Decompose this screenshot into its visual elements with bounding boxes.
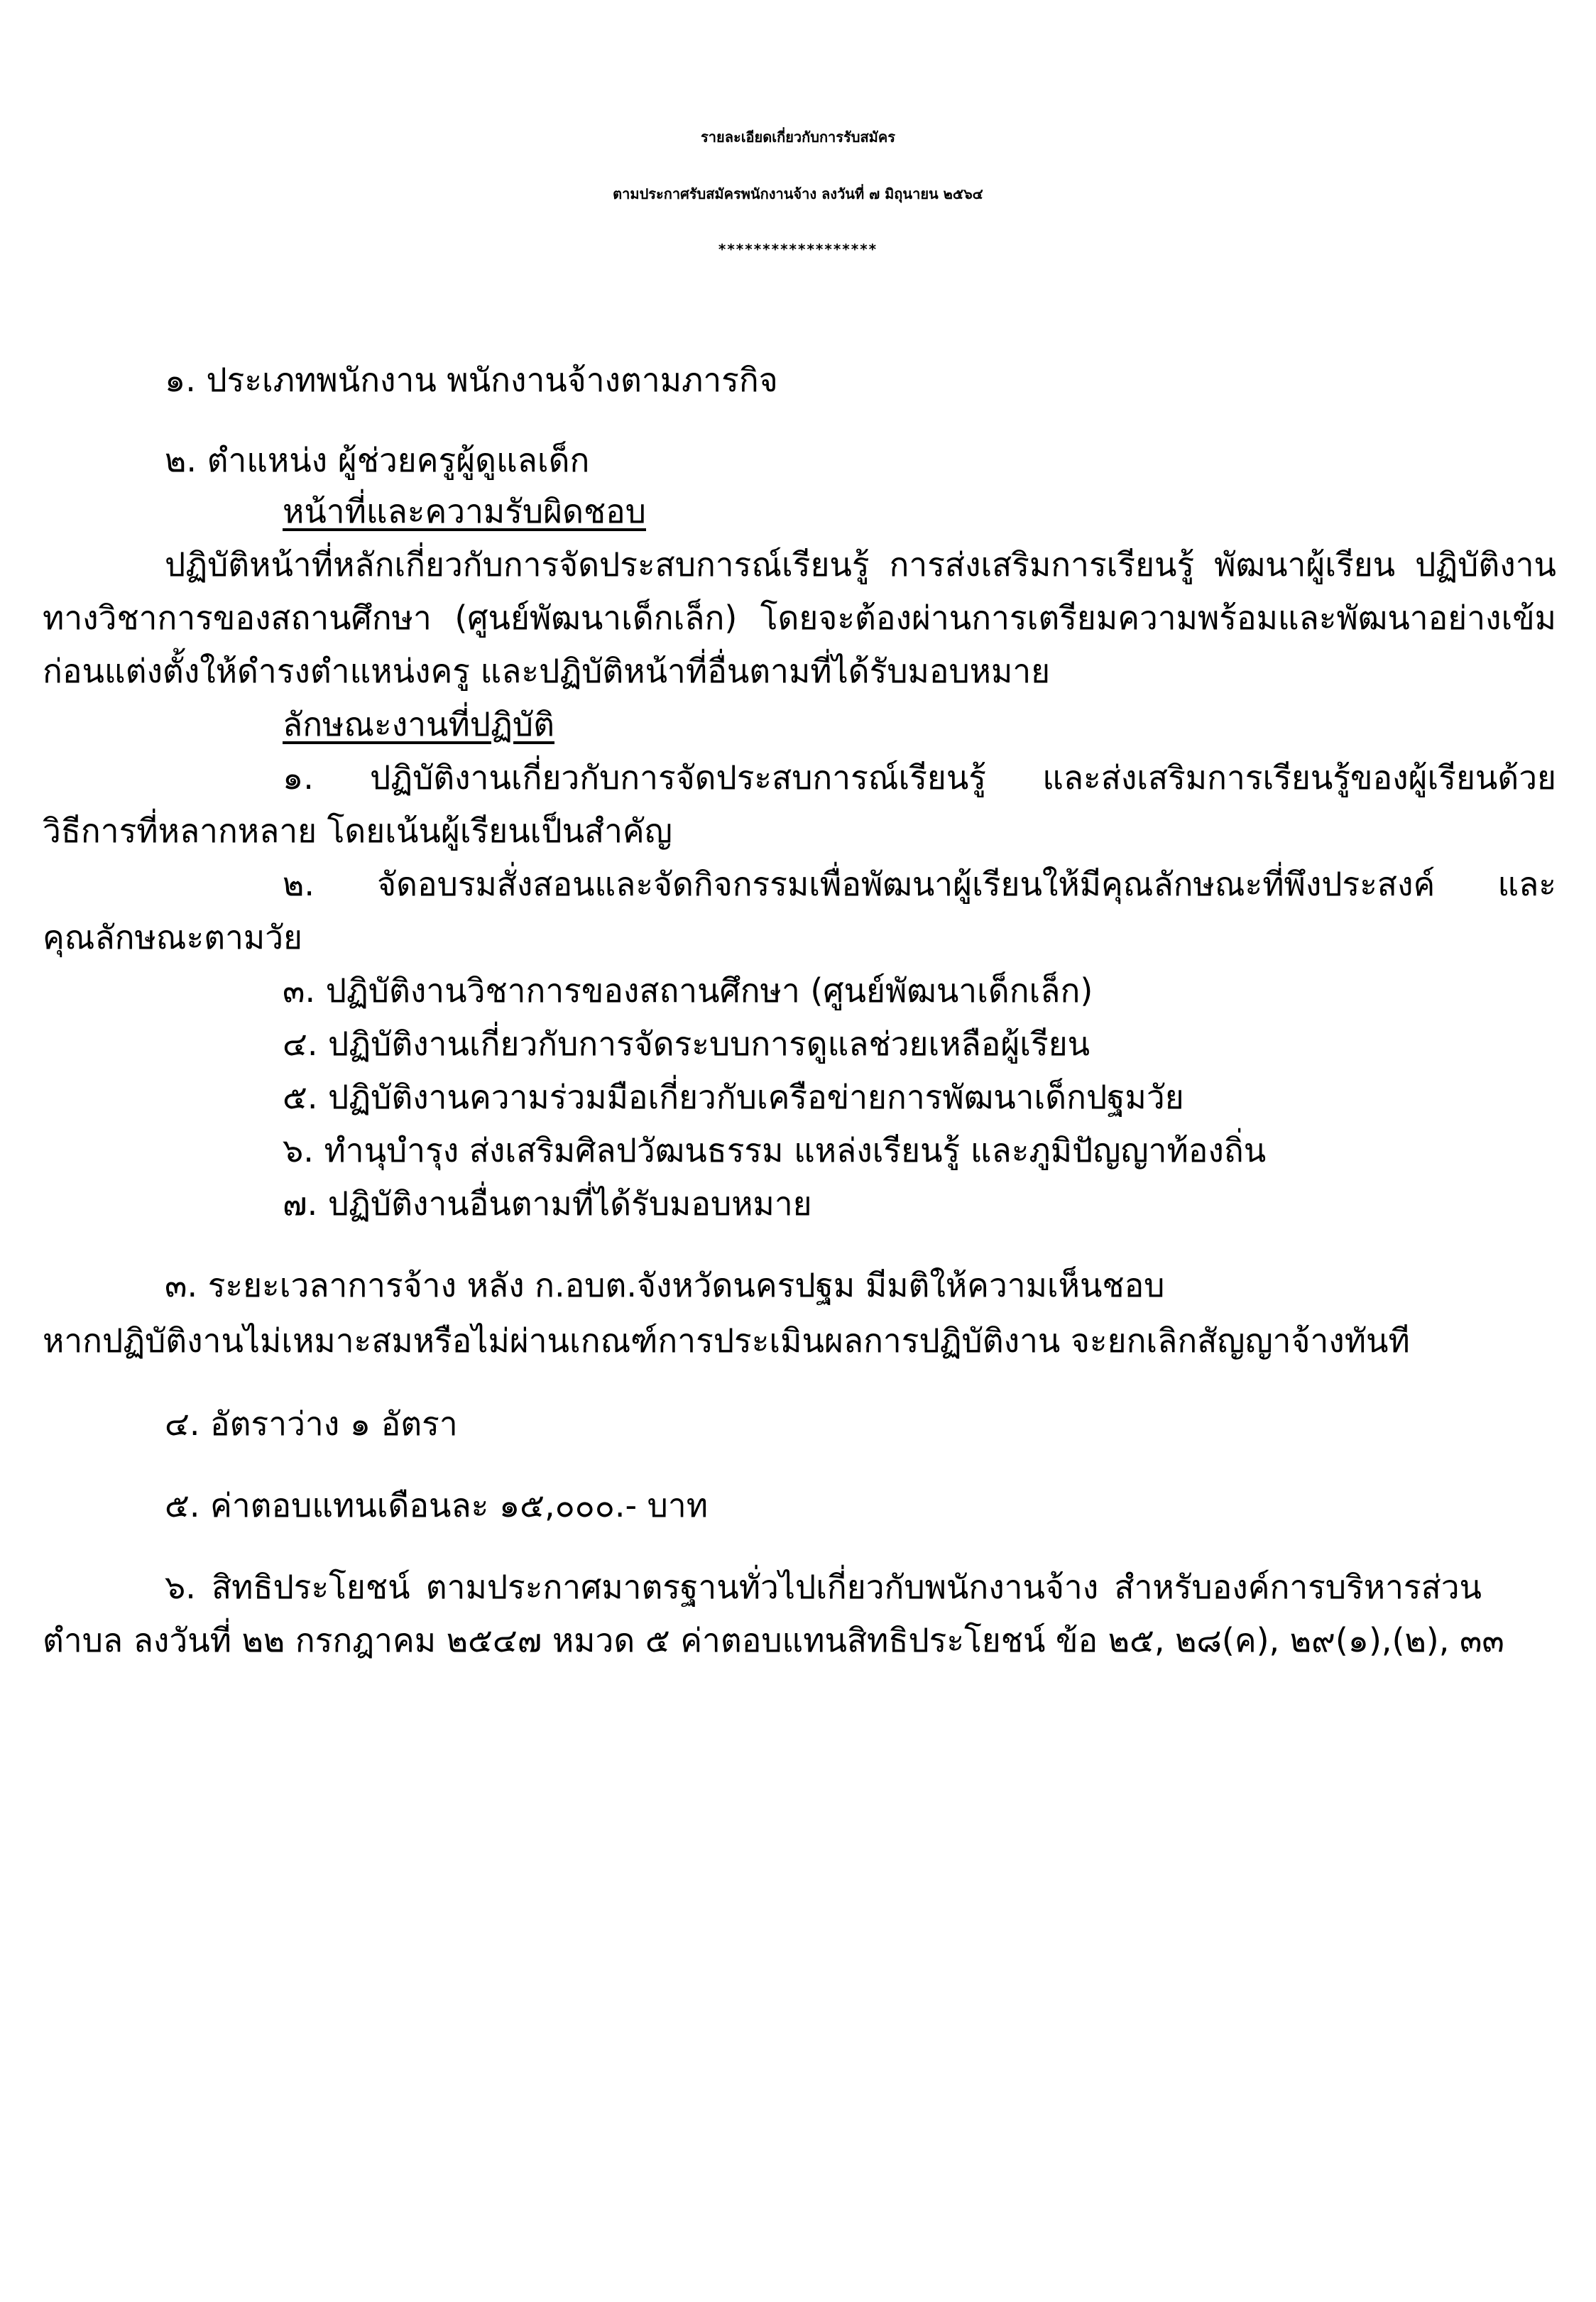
section-2-position: ๒. ตำแหน่ง ผู้ช่วยครูผู้ดูแลเด็ก (165, 441, 590, 479)
duties-heading: หน้าที่และความรับผิดชอบ (283, 492, 646, 530)
document-title: รายละเอียดเกี่ยวกับการรับสมัคร (701, 129, 895, 146)
work-item-1-line-2: วิธีการที่หลากหลาย โดยเน้นผู้เรียนเป็นสำคัญ (43, 812, 672, 850)
duties-line-1: ปฏิบัติหน้าที่หลักเกี่ยวกับการจัดประสบการณ์เรียนรู้ การส่งเสริมการเรียนรู้ พัฒนาผู้เรียน ปฏิบัติงาน (165, 545, 1556, 584)
section-3-employment-period: ๓. ระยะเวลาการจ้าง หลัง ก.อบต.จังหวัดนครปฐม มีมติให้ความเห็นชอบ (165, 1266, 1165, 1304)
section-5-salary: ๕. ค่าตอบแทนเดือนละ ๑๕,๐๐๐.- บาท (165, 1486, 709, 1524)
work-item-3: ๓. ปฏิบัติงานวิชาการของสถานศึกษา (ศูนย์พัฒนาเด็กเล็ก) (283, 971, 1093, 1010)
title-separator: ****************** (718, 241, 878, 258)
section-6-line-2: ตำบล ลงวันที่ ๒๒ กรกฎาคม ๒๕๔๗ หมวด ๕ ค่าตอบแทนสิทธิประโยชน์ ข้อ ๒๕, ๒๘(ค), ๒๙(๑),(๒), ๓๓ (43, 1621, 1504, 1659)
work-heading: ลักษณะงานที่ปฏิบัติ (283, 705, 554, 743)
work-item-6: ๖. ทำนุบำรุง ส่งเสริมศิลปวัฒนธรรม แหล่งเรียนรู้ และภูมิปัญญาท้องถิ่น (283, 1131, 1267, 1169)
section-4-vacancies: ๔. อัตราว่าง ๑ อัตรา (165, 1404, 458, 1443)
work-item-5: ๕. ปฏิบัติงานความร่วมมือเกี่ยวกับเครือข่ายการพัฒนาเด็กปฐมวัย (283, 1078, 1184, 1116)
duties-line-2: ทางวิชาการของสถานศึกษา (ศูนย์พัฒนาเด็กเล็ก) โดยจะต้องผ่านการเตรียมความพร้อมและพัฒนาอย่างเข้ม (43, 599, 1556, 637)
work-item-2-line-1: ๒. จัดอบรมสั่งสอนและจัดกิจกรรมเพื่อพัฒนาผู้เรียนให้มีคุณลักษณะที่พึงประสงค์ และ (283, 865, 1556, 903)
work-item-4: ๔. ปฏิบัติงานเกี่ยวกับการจัดระบบการดูแลช่วยเหลือผู้เรียน (283, 1025, 1091, 1063)
work-item-7: ๗. ปฏิบัติงานอื่นตามที่ได้รับมอบหมาย (283, 1184, 812, 1223)
section-6-benefits: ๖. สิทธิประโยชน์ ตามประกาศมาตรฐานทั่วไปเกี่ยวกับพนักงานจ้าง สำหรับองค์การบริหารส่วน (165, 1568, 1482, 1606)
section-1-employee-type: ๑. ประเภทพนักงาน พนักงานจ้างตามภารกิจ (165, 361, 778, 399)
duties-line-3: ก่อนแต่งตั้งให้ดำรงตำแหน่งครู และปฏิบัติหน้าที่อื่นตามที่ได้รับมอบหมาย (43, 652, 1051, 690)
document-subtitle: ตามประกาศรับสมัครพนักงานจ้าง ลงวันที่ ๗ มิถุนายน ๒๕๖๔ (613, 185, 983, 202)
work-item-1-line-1: ๑. ปฏิบัติงานเกี่ยวกับการจัดประสบการณ์เรียนรู้ และส่งเสริมการเรียนรู้ของผู้เรียนด้วย (283, 758, 1556, 797)
section-3-line-2: หากปฏิบัติงานไม่เหมาะสมหรือไม่ผ่านเกณฑ์การประเมินผลการปฏิบัติงาน จะยกเลิกสัญญาจ้างทันที (43, 1321, 1410, 1360)
work-item-2-line-2: คุณลักษณะตามวัย (43, 918, 303, 956)
